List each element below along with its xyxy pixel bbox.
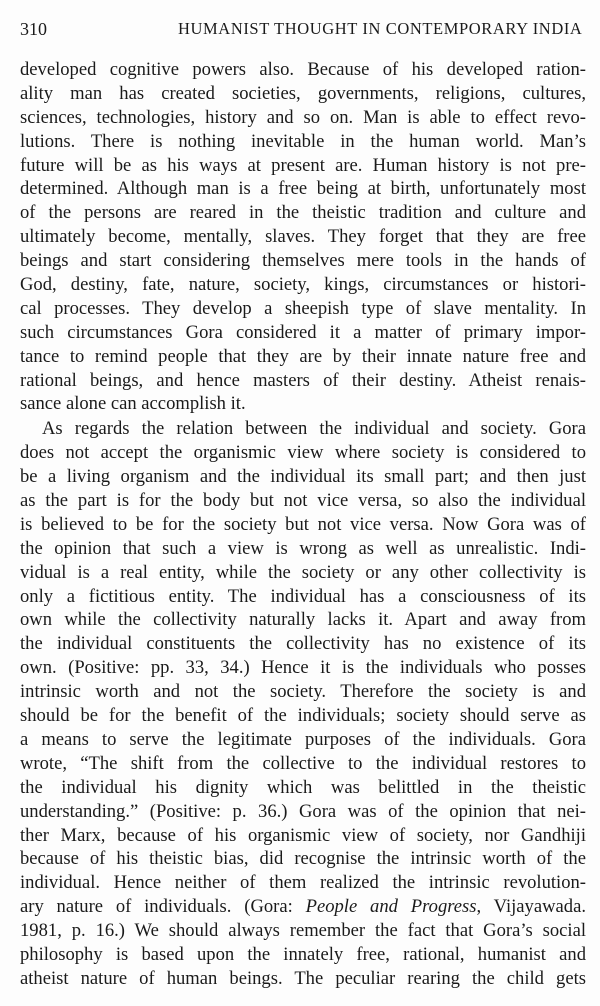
text-line: sciences, technologies, history and so on. Man is able to effect revo- (20, 106, 586, 128)
citation-line (20, 895, 586, 919)
text-line: future will be as his ways at present are. Human history is not pre- (20, 154, 586, 176)
citation-lead: ary nature of individuals. (Gora: (20, 896, 306, 918)
text-line: philosophy is based upon the innately free, rational, humanist and (20, 943, 586, 965)
text-line: as the part is for the body but not vice versa, so also the individual (20, 490, 586, 512)
text-line: understanding.” (Positive: p. 36.) Gora was of the opinion that nei- (20, 800, 586, 822)
running-title: HUMANIST THOUGHT IN CONTEMPORARY INDIA (178, 19, 583, 38)
text-line: because of his theistic bias, did recognise the intrinsic worth of the (20, 848, 586, 870)
text-line: tance to remind people that they are by their innate nature free and (20, 345, 586, 367)
text-line: of the persons are reared in the theistic tradition and culture and (20, 202, 586, 224)
text-line: beings and start considering themselves mere tools in the hands of (20, 250, 586, 272)
text-line: 1981, p. 16.) We should always remember the fact that Gora’s social (20, 920, 586, 942)
text-line: does not accept the organismic view where society is considered to (20, 442, 586, 464)
text-line: sance alone can accomplish it. (20, 393, 246, 415)
text-line: lutions. There is nothing inevitable in the human world. Man’s (20, 130, 586, 152)
text-line: atheist nature of human beings. The peculiar rearing the child gets (20, 967, 586, 989)
text-line: As regards the relation between the individual and society. Gora (42, 418, 586, 440)
text-line: ther Marx, because of his organismic view of society, nor Gandhiji (20, 824, 586, 846)
text-line: determined. Although man is a free being at birth, unfortunately most (20, 178, 586, 200)
text-line: own while the collectivity naturally lacks it. Apart and away from (20, 609, 586, 631)
text-line: a means to serve the legitimate purposes of the individuals. Gora (20, 728, 586, 750)
text-line: should be for the benefit of the individuals; society should serve as (20, 705, 586, 727)
text-line: ality man has created societies, governments, religions, cultures, (20, 82, 586, 104)
paragraph-2 (20, 417, 586, 990)
text-line: the individual his dignity which was belittled in the theistic (20, 776, 586, 798)
text-line: is believed to be for the society but not vice versa. Now Gora was of (20, 513, 586, 535)
text-line: the opinion that such a view is wrong as well as unrealistic. Indi- (20, 537, 586, 559)
text-line: be a living organism and the individual its small part; and then just (20, 466, 586, 488)
text-line: wrote, “The shift from the collective to the individual restores to (20, 752, 586, 774)
running-head (20, 16, 583, 42)
text-line: such circumstances Gora considered it a matter of primary impor- (20, 321, 586, 343)
text-line: ultimately become, mentally, slaves. They forget that they are free (20, 226, 586, 248)
paragraph-1 (20, 58, 586, 416)
body-text (20, 58, 586, 991)
text-line: rational beings, and hence masters of their destiny. Atheist renais- (20, 369, 586, 391)
text-line: intrinsic worth and not the society. Therefore the society is and (20, 681, 586, 703)
text-line: developed cognitive powers also. Because of his developed ration- (20, 59, 586, 80)
citation-title: People and Progress (305, 896, 477, 918)
text-line: only a fictitious entity. The individual has a consciousness of its (20, 585, 586, 607)
citation-place: , Vijayawada. (476, 896, 586, 918)
text-line: God, destiny, fate, nature, society, kings, circumstances or histori- (20, 274, 586, 296)
text-line: vidual is a real entity, while the society or any other collectivity is (20, 561, 586, 583)
page-number: 310 (20, 19, 47, 39)
text-line: the individual constituents the collectivity has no existence of its (20, 633, 586, 655)
text-line: cal processes. They develop a sheepish type of slave mentality. In (20, 297, 586, 319)
text-line: individual. Hence neither of them realized the intrinsic revolution- (20, 872, 586, 894)
text-line: own. (Positive: pp. 33, 34.) Hence it is the individuals who posses (20, 657, 586, 679)
